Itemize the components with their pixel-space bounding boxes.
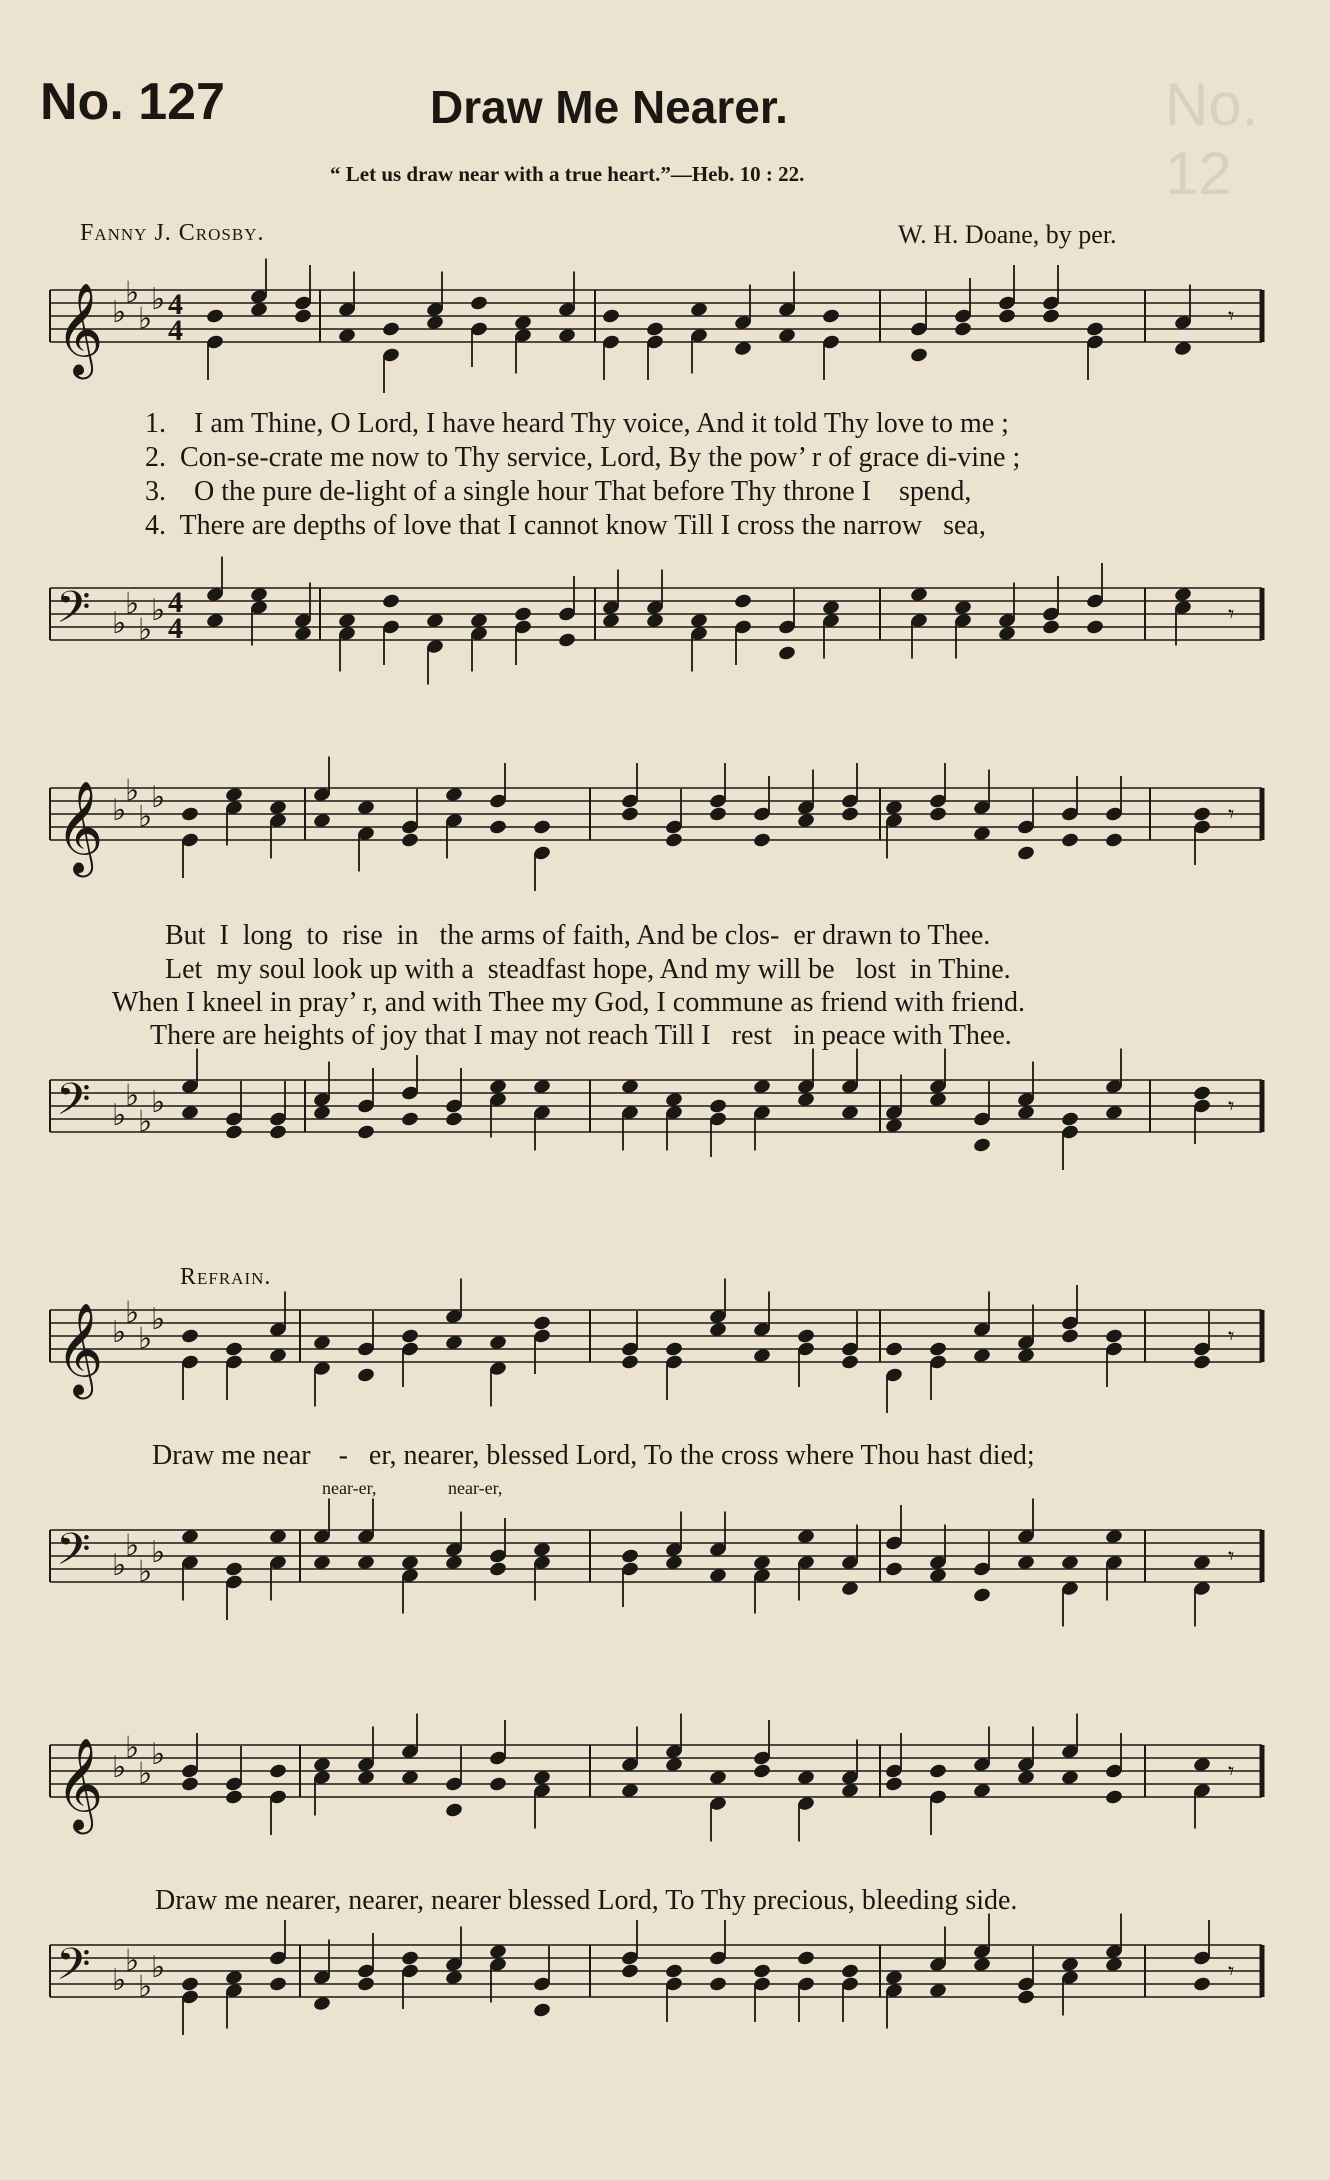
notehead — [1192, 1976, 1211, 1993]
composer-credit: W. H. Doane, by per. — [898, 220, 1117, 249]
verse-number: 3. — [145, 476, 166, 507]
notehead — [620, 806, 639, 823]
treble-clef-icon: 𝄞 — [56, 282, 104, 375]
notehead — [268, 1124, 287, 1141]
notehead — [224, 1789, 243, 1806]
verse-1-line-1 — [145, 408, 1009, 440]
scripture-epigraph: “ Let us draw near with a true heart.”—Heb. 10 : 22. — [330, 162, 805, 186]
flat-icon: ♭ — [138, 1104, 153, 1140]
notehead — [840, 1354, 859, 1371]
flat-icon: ♭ — [151, 1535, 166, 1570]
flat-icon: ♭ — [112, 606, 127, 641]
notehead — [733, 593, 752, 610]
flat-icon: ♭ — [125, 586, 140, 622]
notehead — [909, 347, 928, 364]
flat-icon: ♭ — [112, 295, 127, 330]
notehead — [777, 645, 796, 662]
notehead — [400, 1111, 419, 1128]
notehead — [708, 1098, 727, 1115]
verse-3-line-1 — [145, 476, 971, 508]
notehead — [293, 308, 312, 325]
notehead — [708, 806, 727, 823]
verse-2-line-2: Let my soul look up with a steadfast hope, And my will be lost in Thine. — [165, 954, 1011, 985]
flat-icon: ♭ — [138, 1756, 153, 1792]
notehead — [821, 308, 840, 325]
notehead — [1041, 619, 1060, 636]
notehead — [752, 1763, 771, 1780]
notehead — [1060, 1111, 1079, 1128]
notehead — [400, 832, 419, 849]
notehead — [1085, 321, 1104, 338]
bass-clef-icon: 𝄢 — [56, 1523, 91, 1586]
notehead — [840, 1963, 859, 1980]
rest-icon: 𝄾 — [1228, 1957, 1235, 1985]
notehead — [469, 295, 488, 312]
notehead — [796, 1950, 815, 1967]
flat-icon: ♭ — [151, 1950, 166, 1985]
notehead — [1060, 1328, 1079, 1345]
system-4-bass-staff — [0, 1935, 1330, 2045]
notehead — [953, 321, 972, 338]
notehead — [752, 832, 771, 849]
bass-clef-icon: 𝄢 — [56, 1938, 91, 2001]
rest-icon: 𝄾 — [1228, 800, 1235, 828]
verse-4-line-2: There are heights of joy that I may not reach Till I rest in peace with Thee. — [150, 1020, 1012, 1051]
notehead — [1085, 619, 1104, 636]
treble-clef-icon: 𝄞 — [56, 780, 104, 873]
flat-icon: ♭ — [112, 793, 127, 828]
notehead — [400, 1328, 419, 1345]
notehead — [224, 1341, 243, 1358]
system-2-bass-staff — [0, 1070, 1330, 1180]
flat-icon: ♭ — [112, 1963, 127, 1998]
notehead — [268, 1763, 287, 1780]
notehead — [532, 819, 551, 836]
treble-clef-icon: 𝄞 — [56, 1737, 104, 1830]
notehead — [444, 1111, 463, 1128]
flat-icon: ♭ — [112, 1098, 127, 1133]
notehead — [620, 1548, 639, 1565]
notehead — [381, 593, 400, 610]
flat-icon: ♭ — [151, 593, 166, 628]
lyricist-credit: Fanny J. Crosby. — [80, 220, 265, 246]
notehead — [488, 819, 507, 836]
flat-icon: ♭ — [138, 1321, 153, 1357]
flat-icon: ♭ — [125, 1078, 140, 1114]
system-2-treble-staff — [0, 773, 1330, 888]
rest-icon: 𝄾 — [1228, 600, 1235, 628]
verse-lyric: There are depths of love that I cannot know Till I cross the narrow sea, — [179, 510, 986, 541]
rest-icon: 𝄾 — [1228, 1092, 1235, 1120]
echo-text-2: near-er, — [448, 1478, 503, 1498]
notehead — [180, 1976, 199, 1993]
verse-lyric: I am Thine, O Lord, I have heard Thy voice, And it told Thy love to me ; — [194, 408, 1009, 439]
notehead — [1104, 832, 1123, 849]
flat-icon: ♭ — [151, 780, 166, 815]
notehead — [664, 832, 683, 849]
notehead — [180, 1776, 199, 1793]
hymn-number: No. 127 — [40, 73, 225, 131]
flat-icon: ♭ — [125, 1528, 140, 1564]
flat-icon: ♭ — [125, 275, 140, 311]
system-3-treble-staff — [0, 1295, 1330, 1410]
time-signature-digit: 4 — [168, 612, 183, 645]
notehead — [664, 1341, 683, 1358]
notehead — [1016, 1989, 1035, 2006]
flat-icon: ♭ — [151, 1085, 166, 1120]
notehead — [356, 1124, 375, 1141]
bleed-through-text: No. 12 — [1165, 71, 1259, 207]
notehead — [180, 806, 199, 823]
verse-lyric: Con-se-crate me now to Thy service, Lord, By the pow’ r of grace di-vine ; — [180, 442, 1021, 473]
time-signature-digit: 4 — [168, 314, 183, 347]
rest-icon: 𝄾 — [1228, 1322, 1235, 1350]
system-3-bass-staff — [0, 1520, 1330, 1630]
notehead — [884, 1341, 903, 1358]
notehead — [1016, 845, 1035, 862]
flat-icon: ♭ — [138, 612, 153, 648]
notehead — [1192, 806, 1211, 823]
treble-clef-icon: 𝄞 — [56, 1302, 104, 1395]
flat-icon: ♭ — [138, 1969, 153, 2005]
time-signature-digit: 4 — [168, 288, 183, 321]
verse-4-line-1 — [145, 510, 986, 542]
notehead — [620, 1963, 639, 1980]
notehead — [1192, 1085, 1211, 1102]
system-1-treble-staff — [0, 275, 1330, 390]
flat-icon: ♭ — [112, 1315, 127, 1350]
time-signature-digit: 4 — [168, 586, 183, 619]
flat-icon: ♭ — [125, 1730, 140, 1766]
notehead — [884, 1561, 903, 1578]
notehead — [1104, 1789, 1123, 1806]
notehead — [268, 1976, 287, 1993]
notehead — [180, 1328, 199, 1345]
notehead — [381, 321, 400, 338]
flat-icon: ♭ — [138, 1554, 153, 1590]
notehead — [1104, 1328, 1123, 1345]
notehead — [532, 2002, 551, 2019]
notehead — [205, 308, 224, 325]
notehead — [928, 806, 947, 823]
notehead — [224, 1561, 243, 1578]
notehead — [1192, 1354, 1211, 1371]
rest-icon: 𝄾 — [1228, 1542, 1235, 1570]
flat-icon: ♭ — [125, 1943, 140, 1979]
bass-clef-icon: 𝄢 — [56, 1073, 91, 1136]
verse-2-line-1 — [145, 442, 1020, 474]
notehead — [645, 321, 664, 338]
flat-icon: ♭ — [125, 1295, 140, 1331]
notehead — [840, 806, 859, 823]
flat-icon: ♭ — [112, 1548, 127, 1583]
notehead — [708, 1976, 727, 1993]
notehead — [513, 606, 532, 623]
flat-icon: ♭ — [138, 301, 153, 337]
system-4-treble-staff — [0, 1730, 1330, 1845]
echo-text-1: near-er, — [322, 1478, 377, 1498]
rest-icon: 𝄾 — [1228, 1757, 1235, 1785]
flat-icon: ♭ — [151, 282, 166, 317]
notehead — [400, 1950, 419, 1967]
refrain-line-1: Draw me near - er, nearer, blessed Lord, To the cross where Thou hast died; — [152, 1440, 1035, 1471]
notehead — [796, 1328, 815, 1345]
refrain-line-2: Draw me nearer, nearer, nearer blessed Lord, To Thy precious, bleeding side. — [155, 1885, 1018, 1916]
notehead — [356, 1367, 375, 1384]
notehead — [444, 1802, 463, 1819]
verse-number: 1. — [145, 408, 166, 439]
notehead — [1041, 308, 1060, 325]
refrain-label: Refrain. — [180, 1264, 272, 1290]
notehead — [224, 1124, 243, 1141]
hymn-title: Draw Me Nearer. — [430, 81, 788, 133]
flat-icon: ♭ — [125, 773, 140, 809]
bass-clef-icon: 𝄢 — [56, 581, 91, 644]
notehead — [601, 308, 620, 325]
system-1-bass-staff — [0, 578, 1330, 688]
notehead — [928, 1763, 947, 1780]
flat-icon: ♭ — [138, 799, 153, 835]
verse-3-line-2: When I kneel in pray’ r, and with Thee my God, I commune as friend with friend. — [112, 987, 1026, 1018]
notehead — [532, 1315, 551, 1332]
notehead — [356, 1976, 375, 1993]
verse-lyric: O the pure de-light of a single hour That before Thy throne I spend, — [194, 476, 972, 507]
notehead — [488, 1776, 507, 1793]
notehead — [997, 308, 1016, 325]
notehead — [884, 1776, 903, 1793]
flat-icon: ♭ — [151, 1737, 166, 1772]
verse-number: 2. — [145, 442, 166, 473]
notehead — [488, 1561, 507, 1578]
notehead — [620, 1354, 639, 1371]
notehead — [972, 1587, 991, 1604]
notehead — [664, 1963, 683, 1980]
flat-icon: ♭ — [112, 1750, 127, 1785]
rest-icon: 𝄾 — [1228, 302, 1235, 330]
notehead — [752, 1963, 771, 1980]
notehead — [928, 1341, 947, 1358]
flat-icon: ♭ — [151, 1302, 166, 1337]
verse-number: 4. — [145, 510, 166, 541]
notehead — [972, 1137, 991, 1154]
notehead — [1060, 832, 1079, 849]
notehead — [557, 632, 576, 649]
verse-1-line-2: But I long to rise in the arms of faith, And be clos- er drawn to Thee. — [165, 920, 991, 951]
